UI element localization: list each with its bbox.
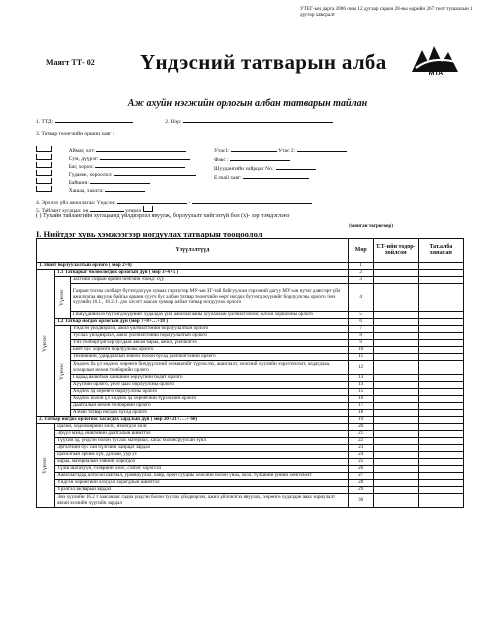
taxpayer-value-cell[interactable]	[373, 354, 418, 361]
form-code: Маягт ТТ- 02	[46, 58, 95, 67]
taxpayer-value-cell[interactable]	[373, 347, 418, 354]
taxpayer-value-cell[interactable]	[373, 340, 418, 347]
hashaa-row	[36, 186, 145, 195]
row-number: 8	[348, 333, 373, 340]
tax-office-value-cell[interactable]	[418, 382, 463, 389]
row-description: Үндсэн хөрөнгийн элэгдэл хорогдлын шимтгэл	[55, 480, 349, 487]
hashaa-label: Хашаа, хаалга:	[68, 188, 104, 194]
row-description: Үрэлгэл засварын зардал	[55, 487, 349, 494]
tax-office-value-cell[interactable]	[418, 312, 463, 319]
row-description: Гадаад валютын ханшийн зөрүүгийн бодит орлого	[70, 375, 348, 382]
table-header-row	[37, 239, 464, 263]
address-label: 3. Татвар төлөгчийн оршин хаяг :	[36, 131, 115, 137]
email-input[interactable]	[243, 173, 309, 179]
taxpayer-value-cell[interactable]	[373, 277, 418, 284]
taxpayer-value-cell[interactable]	[373, 431, 418, 438]
side-label-income: Үүнээс	[37, 270, 55, 417]
header-row-no: Мөр	[348, 239, 373, 263]
table-row	[37, 284, 464, 312]
row-description: Газрын тосны салбарт бүтээгдэхүүн хуваах гэрээгээр МУ-ын ЗГ-тай байгуулсан гэрээний дагуу МУ-ын нутаг дэвсгэрт үйл ажиллагаа явуулж байгаа оршин суугч бус албан татвар төлөгчийн өөрт ногдох бүтээгдэхүүнийг борлуулсны орлого /энэ хуулийн 16.1., 16.2.1. дэх хэсэгт заасан хувиар албан татвар ногдуулах орлого	[70, 284, 348, 312]
taxpayer-value-cell[interactable]	[373, 494, 418, 508]
row-description: 2. Татвар ногдох орлогоос хасагдах зардлын дүн ( мөр 20+21+. . .+ 60)	[37, 417, 349, 424]
taxpayer-value-cell[interactable]	[373, 389, 418, 396]
row-number: 20	[348, 424, 373, 431]
row-description: Засгийн газрын өрийн бичгийн /бонд/ хүү	[70, 277, 348, 284]
sum-input[interactable]	[100, 154, 190, 160]
tax-office-value-cell[interactable]	[418, 466, 463, 473]
taxpayer-value-cell[interactable]	[373, 473, 418, 480]
row-number: 19	[348, 417, 373, 424]
phone1-label: Утас1:	[214, 148, 230, 154]
row-number: 1	[348, 263, 373, 270]
phone-row	[214, 146, 347, 155]
row-description: Хүүгийн орлого, үнэт цаас борлуулсны орлого	[70, 382, 348, 389]
tax-office-value-cell[interactable]	[418, 410, 463, 417]
taxpayer-value-cell[interactable]	[373, 438, 418, 445]
row-number: 2	[348, 270, 373, 277]
tax-office-value-cell[interactable]	[418, 263, 463, 270]
email-row	[214, 173, 309, 182]
row-description: Гишүүдийнхээ бүтээгдэхүүнийг худалдах үйл ажиллагааны зуучлалын үйлчилгээнээс олсон хоршооны орлого	[70, 312, 348, 319]
taxpayer-value-cell[interactable]	[373, 263, 418, 270]
row-description: Үндсэн үйлдвэрлэл, ажил үйлчилгээний борлуулалтын орлого	[70, 326, 348, 333]
order-note: УТЕГ-ын дарга 2006 оны 12 дугаар сарын 28-ны өдрийн 267 тоот тушаалын 1 дүгээр хавсралт	[300, 6, 473, 19]
bair-code-box[interactable]	[36, 178, 52, 184]
row-number: 3	[348, 277, 373, 284]
taxpayer-value-cell[interactable]	[373, 403, 418, 410]
tax-office-value-cell[interactable]	[418, 417, 463, 424]
row-number: 21	[348, 431, 373, 438]
taxpayer-value-cell[interactable]	[373, 375, 418, 382]
row-number: 15	[348, 389, 373, 396]
tax-office-value-cell[interactable]	[418, 375, 463, 382]
taxpayer-value-cell[interactable]	[373, 319, 418, 326]
row-description: Албан татвар ногдох бусад орлого	[70, 410, 348, 417]
post-label: Шуудангийн хайрцаг No.:	[214, 166, 275, 172]
tax-table	[36, 238, 464, 508]
tax-office-value-cell[interactable]	[418, 347, 463, 354]
bair-label: Байшин:	[68, 180, 89, 186]
taxpayer-value-cell[interactable]	[373, 480, 418, 487]
row-number: 11	[348, 354, 373, 361]
row-number: 13	[348, 375, 373, 382]
period-quarter-label: улирал	[125, 208, 142, 214]
period-year-label: 5. Тайлант хугацаа: он	[36, 208, 89, 214]
row-description: Эргэлтийн бус сан бүлгийн хайрцаг зардал	[55, 445, 349, 452]
fax-row	[214, 155, 290, 164]
taxpayer-value-cell[interactable]	[373, 284, 418, 312]
row-description: Хөдлөх эд хөрөнгө борлуулсны орлого	[70, 389, 348, 396]
taxpayer-value-cell[interactable]	[373, 466, 418, 473]
bag-code-box[interactable]	[36, 162, 52, 168]
taxpayer-value-cell[interactable]	[373, 382, 418, 389]
ttd-input[interactable]	[55, 117, 133, 123]
phone2-label: Утас 2:	[278, 148, 296, 154]
name-input[interactable]	[183, 117, 333, 123]
taxpayer-value-cell[interactable]	[373, 417, 418, 424]
row-number: 10	[348, 347, 373, 354]
tax-office-value-cell[interactable]	[418, 438, 463, 445]
hashaa-code-box[interactable]	[36, 186, 52, 192]
activity-row: 4. Эрхлэх үйл ажиллагаа: Үндсэн: -	[36, 198, 312, 207]
row-description: Техникийн, удирдлагын зөвлөх болон бусад үйлчилгээний орлого	[70, 354, 348, 361]
row-number: 30	[348, 494, 373, 508]
bag-input[interactable]	[95, 162, 185, 168]
tax-office-value-cell[interactable]	[418, 270, 463, 277]
fax-label: Факс :	[214, 157, 229, 163]
row-number: 4	[348, 284, 373, 312]
row-description: Үнэ төлбөргүйгээр бусдаас авсан бараа, ажил, үйлчилгээ	[70, 340, 348, 347]
row-number: 6	[348, 319, 373, 326]
sum-code-box[interactable]	[36, 154, 52, 160]
taxpayer-value-cell[interactable]	[373, 410, 418, 417]
table-row	[37, 361, 464, 375]
table-body	[37, 263, 464, 508]
taxpayer-value-cell[interactable]	[373, 326, 418, 333]
row-number: 22	[348, 438, 373, 445]
activity-desc-input[interactable]	[192, 198, 312, 204]
aimag-label: Аймаг, хот:	[68, 148, 96, 154]
row-number: 23	[348, 445, 373, 452]
aimag-input[interactable]	[96, 146, 186, 152]
row-number: 29	[348, 487, 373, 494]
row-number: 24	[348, 452, 373, 459]
row-description: 1. Нийт борлуулалтын орлого ( мөр 2+6)	[37, 263, 349, 270]
row-number: 26	[348, 466, 373, 473]
bag-label: Баг, хороо:	[68, 164, 94, 170]
row-number: 5	[348, 312, 373, 319]
table-row	[37, 494, 464, 508]
row-number: 18	[348, 410, 373, 417]
row-description: Түүхий эд, үндсэн болон туслах материал, хагас боловсруулсан зүйл	[55, 438, 349, 445]
taxpayer-value-cell[interactable]	[373, 270, 418, 277]
row-description: 1.1 Татварыг чөлөөлөгдөх орлогын дүн ( мөр 3+4+5 )	[55, 270, 349, 277]
activity-input[interactable]	[117, 198, 187, 204]
phone1-input[interactable]	[231, 146, 277, 152]
tax-office-value-cell[interactable]	[418, 361, 463, 375]
tax-office-value-cell[interactable]	[418, 326, 463, 333]
taxpayer-value-cell[interactable]	[373, 312, 418, 319]
taxpayer-value-cell[interactable]	[373, 396, 418, 403]
header-taxpayer: Т.Т-ийн тодор-хойлсон	[373, 239, 418, 263]
row-number: 28	[348, 480, 373, 487]
period-quarter-input[interactable]	[143, 206, 153, 212]
tax-office-value-cell[interactable]	[418, 431, 463, 438]
gudamj-input[interactable]	[114, 170, 196, 176]
row-number: 12	[348, 361, 373, 375]
row-description: Цахилгаан эрчим хүч, дулаан, уур ус	[55, 452, 349, 459]
mta-logo-icon	[410, 42, 462, 76]
row-description: Даатгалын нөхөн төлбөрийн орлого	[70, 403, 348, 410]
activity-label: 4. Эрхлэх үйл ажиллагаа: Үндсэн:	[36, 200, 116, 206]
taxpayer-value-cell[interactable]	[373, 459, 418, 466]
taxpayer-value-cell[interactable]	[373, 445, 418, 452]
tax-office-value-cell[interactable]	[418, 396, 463, 403]
row-description: 1.2 Татвар ногдох орлогын дүн (мөр 7+8+…+18 )	[55, 319, 349, 326]
ttd-field-row	[36, 117, 333, 126]
tax-office-value-cell[interactable]	[418, 319, 463, 326]
post-input[interactable]	[276, 164, 316, 170]
phone2-input[interactable]	[297, 146, 347, 152]
row-number: 27	[348, 473, 373, 480]
tax-office-value-cell[interactable]	[418, 452, 463, 459]
tax-office-value-cell[interactable]	[418, 494, 463, 508]
tax-office-value-cell[interactable]	[418, 473, 463, 480]
row-number: 7	[348, 326, 373, 333]
tax-office-value-cell[interactable]	[418, 424, 463, 431]
row-description: Хөдлөх ба үл хөдлөх хөрөнгө бичдүүлсний эзэмшлийг түрээслэх, ашиглалт, хөлсний хуулийн хэрэглээлэлт, алдагдлаа, хохирлын нөхөн төлбөрийн орлого	[70, 361, 348, 375]
row-number: 25	[348, 459, 373, 466]
taxpayer-value-cell[interactable]	[373, 487, 418, 494]
tax-office-value-cell[interactable]	[418, 445, 463, 452]
side-label-group2: Үүнээс	[37, 424, 55, 508]
tax-office-value-cell[interactable]	[418, 389, 463, 396]
row-description: Ажиллагчдад олгосон шагнал, урамшуулал, байр, орон сууцны хөлсийн болон унаа, хоол, түлшний үнийн хөнгөлөлт	[55, 473, 349, 480]
taxpayer-value-cell[interactable]	[373, 452, 418, 459]
header-indicators: Үзүүлэлтүүд	[37, 239, 349, 263]
tax-office-value-cell[interactable]	[418, 284, 463, 312]
row-number: 9	[348, 340, 373, 347]
fax-input[interactable]	[230, 155, 290, 161]
table-row	[37, 487, 464, 494]
row-description: Эрүүл мэнд, нийгмийн даатгалын шимтгэл	[55, 431, 349, 438]
tax-office-value-cell[interactable]	[418, 354, 463, 361]
logo-text: MTA	[428, 70, 444, 76]
side-label-group1: Үүнээс	[55, 277, 71, 319]
tax-office-value-cell[interactable]	[418, 487, 463, 494]
currency-note: (мянган төгрөгөөр)	[349, 224, 393, 229]
row-description: Бараа, материалын хэвийн хорогдол	[55, 459, 349, 466]
mta-logo	[410, 42, 462, 76]
row-description: Биет бус хөрөнгө борлуулсны орлого	[70, 347, 348, 354]
post-row	[214, 164, 316, 173]
row-description: Түлш шатахуун, тээврийн хөлс, сэлбэг хэрэгсэл	[55, 466, 349, 473]
section-title: I. Нийтдэг хувь хэмжээгээр ногдуулах татварын тооцоолол	[36, 229, 263, 239]
tax-office-value-cell[interactable]	[418, 340, 463, 347]
row-description: Энэ хуулийн 16.2 т заасанаас гадна үндсэн болон туслах үйлдвэрлэл, ажил үйлчилгээ явуулах, хөрөнгө худалдан авах зориулалт авсан зээлийн хүүгийн зардал	[55, 494, 349, 508]
page-title: Үндэсний татварын алба	[140, 50, 387, 74]
email-label: E-mail хаяг:	[214, 175, 242, 181]
row-number: 16	[348, 396, 373, 403]
report-subtitle: Аж ахуйн нэгжийн орлогын албан татварын тайлан	[127, 98, 368, 109]
period-year-input[interactable]	[90, 206, 124, 212]
bair-input[interactable]	[90, 178, 150, 184]
hashaa-input[interactable]	[105, 186, 145, 192]
tax-office-value-cell[interactable]	[418, 277, 463, 284]
row-number: 14	[348, 382, 373, 389]
taxpayer-value-cell[interactable]	[373, 424, 418, 431]
row-description: Хөдлөх болон үл хөдлөх эд хөрөнгийн түрээсийн орлого	[70, 396, 348, 403]
side-label-group1b: Үүнээс	[55, 326, 71, 417]
no-activity-note: ( ) Тухайн тайлангийн хугацаанд үйлдвэрлэл явуулж, борлуулалт хийгээгүй бол (х)- зэр тэмдэглэнэ	[36, 213, 290, 219]
gudamj-code-box[interactable]	[36, 170, 52, 176]
sum-label: Сум, дүүрэг:	[68, 156, 99, 162]
ttd-label: 1. ТТД:	[36, 119, 54, 125]
header-tax-office: Тат.алба хянасан	[418, 239, 463, 263]
tax-office-value-cell[interactable]	[418, 480, 463, 487]
gudamj-label: Гудамж, хороолол:	[68, 172, 113, 178]
tax-office-value-cell[interactable]	[418, 333, 463, 340]
tax-office-value-cell[interactable]	[418, 459, 463, 466]
aimag-code-box[interactable]	[36, 146, 52, 152]
table-row	[37, 354, 464, 361]
table-row	[37, 277, 464, 284]
tax-office-value-cell[interactable]	[418, 403, 463, 410]
taxpayer-value-cell[interactable]	[373, 333, 418, 340]
row-description: Туслах үйлдвэрлэл, ажил үйлчилгээний борлуулалтын орлого	[70, 333, 348, 340]
row-number: 17	[348, 403, 373, 410]
name-label: 2. Нэр:	[165, 119, 182, 125]
taxpayer-value-cell[interactable]	[373, 361, 418, 375]
row-description: Цалин, хөдөлмөрийн хөлс, нэмэгдэл хөлс	[55, 424, 349, 431]
